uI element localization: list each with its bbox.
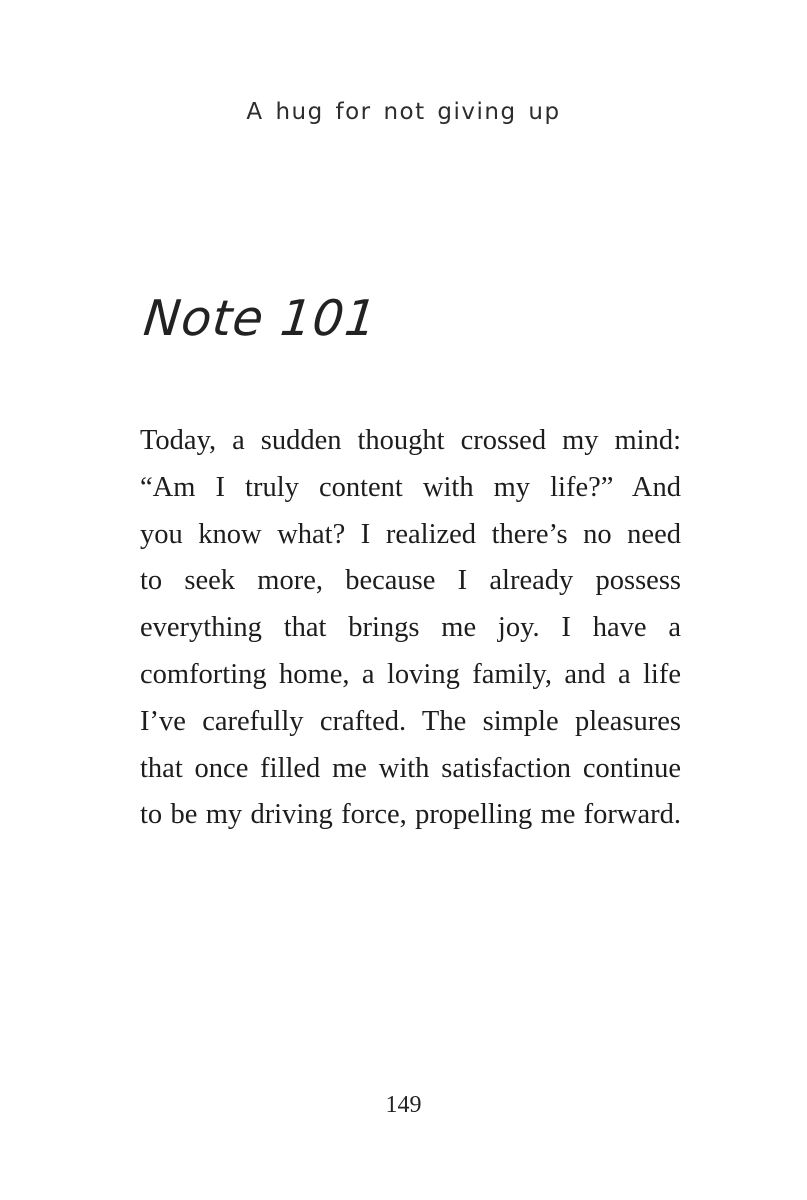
paragraph-line: that once filled me with satisfaction continue: [140, 752, 681, 784]
paragraph-line: to seek more, because I already possess: [140, 565, 681, 597]
note-title: Note 101: [141, 290, 381, 347]
paragraph-line: you know what? I realized there’s no need: [140, 518, 681, 550]
paragraph-line: comforting home, a loving family, and a life: [140, 658, 681, 690]
paragraph-line: everything that brings me joy. I have a: [140, 612, 681, 644]
note-paragraph: [140, 418, 681, 839]
running-head: A hug for not giving up: [246, 99, 561, 125]
paragraph-line: Today, a sudden thought crossed my mind:: [140, 425, 681, 456]
paragraph-line: “Am I truly content with my life?” And: [140, 471, 681, 503]
paragraph-line: I’ve carefully crafted. The simple pleasures: [140, 705, 681, 737]
paragraph-line: to be my driving force, propelling me forward.: [140, 799, 681, 831]
page-number: 149: [385, 1092, 422, 1118]
